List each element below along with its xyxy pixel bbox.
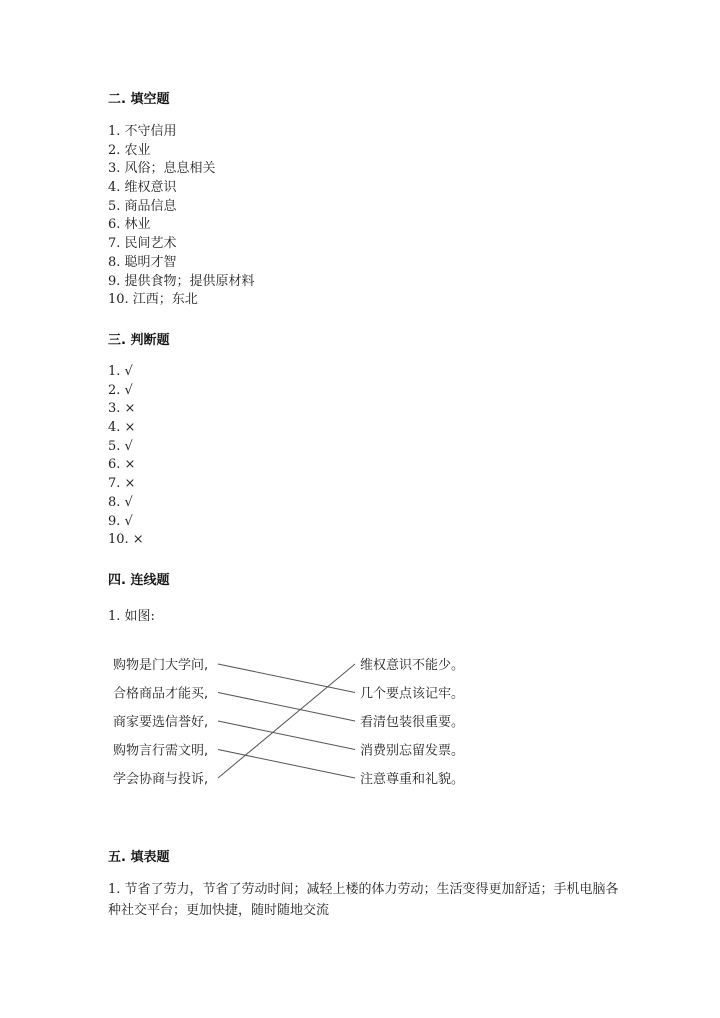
section-2-list — [108, 123, 255, 310]
matching-left-item: 商家要选信誉好, — [113, 715, 209, 730]
section-3-list — [108, 363, 144, 550]
list-item: 6. 林业 — [108, 217, 151, 233]
matching-connection-line — [218, 664, 355, 778]
list-item: 2. √ — [108, 382, 133, 398]
section-4-intro: 1. 如图: — [108, 609, 155, 624]
list-item: 6. × — [108, 457, 136, 473]
list-item: 1. √ — [108, 364, 133, 379]
list-item: 5. √ — [108, 438, 133, 454]
matching-right-item: 维权意识不能少。 — [360, 658, 465, 673]
matching-right-item: 看清包装很重要。 — [360, 715, 465, 730]
list-item: 1. 不守信用 — [108, 124, 177, 139]
matching-svg — [108, 650, 488, 800]
matching-left-item: 购物言行需文明, — [113, 743, 209, 759]
matching-left-item: 购物是门大学问, — [113, 658, 209, 673]
list-item: 8. 聪明才智 — [108, 254, 177, 270]
matching-diagram — [108, 650, 488, 800]
list-item: 8. √ — [108, 494, 133, 510]
list-item: 7. 民间艺术 — [108, 236, 177, 252]
list-item: 5. 商品信息 — [108, 198, 177, 214]
matching-connection-line — [218, 693, 355, 722]
list-item: 4. × — [108, 420, 136, 436]
list-item: 3. × — [108, 401, 136, 417]
matching-left-item: 合格商品才能买, — [113, 686, 209, 702]
list-item: 9. 提供食物；提供原材料 — [108, 273, 255, 289]
matching-right-item: 注意尊重和礼貌。 — [360, 772, 465, 787]
list-item: 4. 维权意识 — [108, 180, 177, 196]
matching-connection-line — [218, 721, 355, 750]
section-3-heading: 三. 判断题 — [108, 333, 170, 348]
matching-connection-line — [218, 664, 355, 693]
matching-connection-line — [218, 750, 355, 779]
list-item: 7. × — [108, 476, 136, 492]
section-5-answer: 1. 节省了劳力，节省了劳动时间；减轻上楼的体力劳动；生活变得更加舒适；手机电脑各种社交平台；更加快捷，随时随地交流 — [108, 882, 619, 918]
matching-right-item: 消费别忘留发票。 — [360, 743, 465, 759]
matching-left-item: 学会协商与投诉, — [113, 772, 209, 787]
section-4-heading: 四. 连线题 — [108, 573, 170, 588]
section-5-heading: 五. 填表题 — [108, 850, 170, 865]
list-item: 3. 风俗；息息相关 — [108, 161, 216, 177]
matching-right-item: 几个要点该记牢。 — [360, 686, 465, 702]
list-item: 10. 江西；东北 — [108, 292, 198, 308]
section-2-heading: 二. 填空题 — [108, 92, 170, 107]
list-item: 2. 农业 — [108, 142, 151, 158]
list-item: 9. √ — [108, 513, 133, 529]
list-item: 10. × — [108, 532, 144, 548]
